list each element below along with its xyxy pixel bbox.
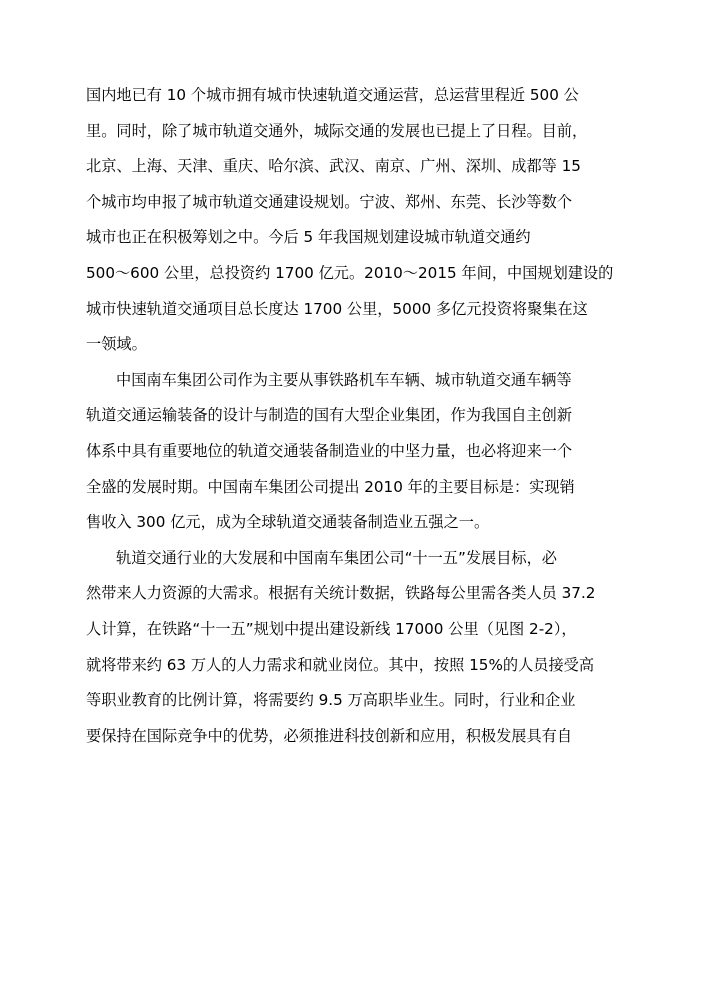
text-line: 500～600 公里，总投资约 1700 亿元。2010～2015 年间，中国规划建设的 bbox=[86, 263, 614, 282]
text-line: 人计算，在铁路“十一五”规划中提出建设新线 17000 公里（见图 2-2）， bbox=[86, 619, 577, 638]
text-line: 体系中具有重要地位的轨道交通装备制造业的中坚力量，也必将迎来一个 bbox=[86, 441, 572, 460]
text-line: 然带来人力资源的大需求。根据有关统计数据，铁路每公里需各类人员 37.2 bbox=[86, 584, 596, 603]
text-line: 售收入 300 亿元，成为全球轨道交通装备制造业五强之一。 bbox=[86, 513, 490, 532]
text-line: 个城市均申报了城市轨道交通建设规划。宁波、郑州、东莞、长沙等数个 bbox=[86, 192, 572, 211]
text-line: 国内地已有 10 个城市拥有城市快速轨道交通运营，总运营里程近 500 公 bbox=[86, 86, 579, 104]
text-line: 等职业教育的比例计算，将需要约 9.5 万高职毕业生。同时，行业和企业 bbox=[86, 691, 576, 710]
paragraph-start-line: 轨道交通行业的大发展和中国南车集团公司“十一五”发展目标，必 bbox=[116, 548, 557, 567]
text-line: 北京、上海、天津、重庆、哈尔滨、武汉、南京、广州、深圳、成都等 15 bbox=[86, 157, 581, 176]
text-line: 一领域。 bbox=[86, 335, 147, 354]
paragraph-start-line: 中国南车集团公司作为主要从事铁路机车车辆、城市轨道交通车辆等 bbox=[116, 370, 572, 389]
text-line: 要保持在国际竞争中的优势，必须推进科技创新和应用，积极发展具有自 bbox=[86, 726, 572, 745]
text-line: 里。同时，除了城市轨道交通外，城际交通的发展也已提上了日程。目前， bbox=[86, 121, 588, 140]
text-line: 全盛的发展时期。中国南车集团公司提出 2010 年的主要目标是：实现销 bbox=[86, 477, 575, 496]
text-line: 就将带来约 63 万人的人力需求和就业岗位。其中，按照 15%的人员接受高 bbox=[86, 655, 595, 674]
text-line: 轨道交通运输装备的设计与制造的国有大型企业集团，作为我国自主创新 bbox=[86, 406, 572, 425]
text-line: 城市快速轨道交通项目总长度达 1700 公里，5000 多亿元投资将聚集在这 bbox=[86, 299, 588, 318]
text-line: 城市也正在积极筹划之中。今后 5 年我国规划建设城市轨道交通约 bbox=[86, 228, 531, 247]
body-text bbox=[86, 78, 616, 754]
